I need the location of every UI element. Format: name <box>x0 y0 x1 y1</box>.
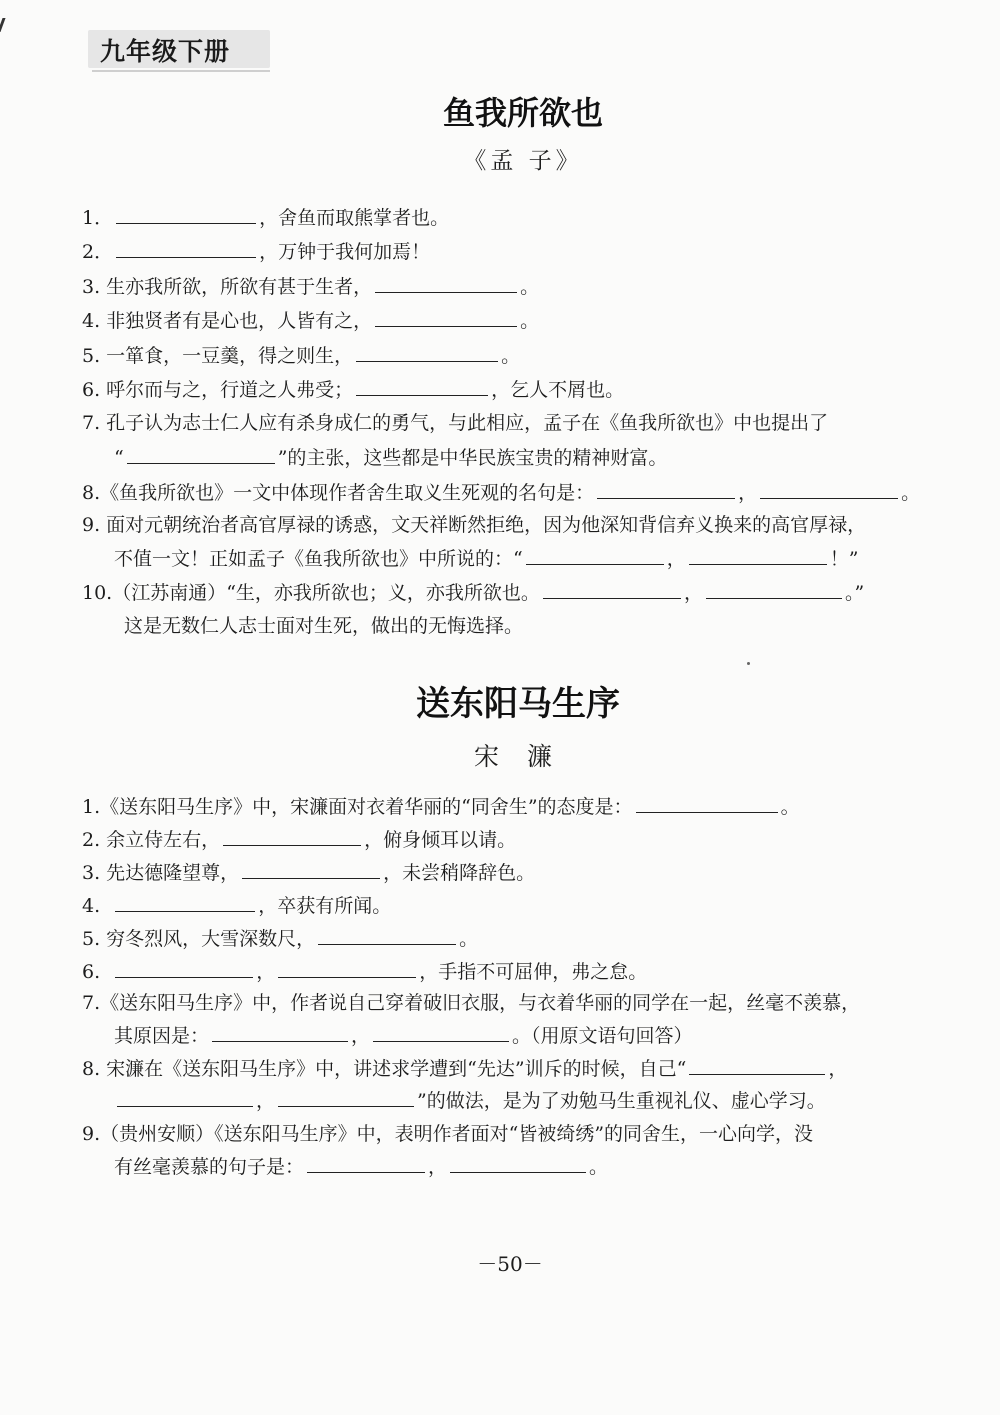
answer-blank[interactable] <box>450 1152 586 1173</box>
s1-question-5: 5. 一箪食，一豆羹，得之则生， 。 <box>82 341 520 371</box>
page-number: －50－ <box>477 1252 543 1276</box>
section1-author: 《孟 子》 <box>463 148 583 174</box>
s2-question-9-line1: 9.（贵州安顺）《送东阳马生序》中，表明作者面对“皆被绮绣”的同舍生，一心向学，没 <box>82 1123 814 1145</box>
answer-blank[interactable] <box>636 792 778 813</box>
answer-blank[interactable] <box>373 1021 509 1042</box>
s1-question-7-line2: “ ”的主张，这些都是中华民族宝贵的精神财富。 <box>114 443 667 473</box>
answer-blank[interactable] <box>307 1152 425 1173</box>
answer-blank[interactable] <box>115 891 255 912</box>
answer-blank[interactable] <box>760 478 898 499</box>
s2-question-2: 2. 余立侍左右， ，俯身倾耳以请。 <box>82 825 516 855</box>
answer-blank[interactable] <box>115 957 253 978</box>
s1-question-8: 8.《鱼我所欲也》一文中体现作者舍生取义生死观的名句是： ， 。 <box>82 478 920 508</box>
s1-question-10-line1: 10.（江苏南通）“生，亦我所欲也；义，亦我所欲也。 ， 。” <box>82 578 864 608</box>
s1-question-1: 1． ，舍鱼而取熊掌者也。 <box>82 203 449 233</box>
answer-blank[interactable] <box>223 825 361 846</box>
section2-author: 宋 濂 <box>474 742 562 771</box>
s1-question-2: 2． ，万钟于我何加焉！ <box>82 237 430 267</box>
answer-blank[interactable] <box>356 341 498 362</box>
answer-blank[interactable] <box>689 1054 825 1075</box>
answer-blank[interactable] <box>375 306 517 327</box>
s2-question-8-line1: 8. 宋濂在《送东阳马生序》中，讲述求学遭到“先达”训斥的时候，自己“ ， <box>82 1054 847 1084</box>
s1-question-7-line1: 7. 孔子认为志士仁人应有杀身成仁的勇气，与此相应，孟子在《鱼我所欲也》中也提出了 <box>82 412 829 434</box>
s1-question-9-line1: 9. 面对元朝统治者高官厚禄的诱惑，文天祥断然拒绝，因为他深知背信弃义换来的高官厚禄， <box>82 514 867 536</box>
s1-question-3: 3. 生亦我所欲，所欲有甚于生者， 。 <box>82 272 539 302</box>
s1-question-10-line2: 这是无数仁人志士面对生死，做出的无悔选择。 <box>124 615 524 637</box>
grade-underline <box>92 70 270 72</box>
answer-blank[interactable] <box>116 203 256 224</box>
s1-question-4: 4. 非独贤者有是心也，人皆有之， 。 <box>82 306 539 336</box>
answer-blank[interactable] <box>689 544 827 565</box>
answer-blank[interactable] <box>278 957 416 978</box>
answer-blank[interactable] <box>526 544 664 565</box>
answer-blank[interactable] <box>278 1086 414 1107</box>
answer-blank[interactable] <box>375 272 517 293</box>
s2-question-9-line2: 有丝毫羡慕的句子是： ， 。 <box>114 1152 608 1182</box>
s2-question-7-line1: 7.《送东阳马生序》中，作者说自己穿着破旧衣服，与衣着华丽的同学在一起，丝毫不羡慕， <box>82 992 861 1014</box>
answer-blank[interactable] <box>212 1021 348 1042</box>
s2-question-8-line2: ， ”的做法，是为了劝勉马生重视礼仪、虚心学习。 <box>114 1086 826 1116</box>
s2-question-3: 3. 先达德隆望尊， ，未尝稍降辞色。 <box>82 858 535 888</box>
answer-blank[interactable] <box>318 924 456 945</box>
s2-question-5: 5. 穷冬烈风，大雪深数尺， 。 <box>82 924 478 954</box>
answer-blank[interactable] <box>116 237 256 258</box>
s2-question-1: 1.《送东阳马生序》中，宋濂面对衣着华丽的“同舍生”的态度是： 。 <box>82 792 800 822</box>
answer-blank[interactable] <box>597 478 735 499</box>
s2-question-7-line2: 其原因是： ， 。（用原文语句回答） <box>114 1021 693 1051</box>
s2-question-6: 6. ， ，手指不可屈伸，弗之怠。 <box>82 957 647 987</box>
answer-blank[interactable] <box>543 578 681 599</box>
s1-question-9-line2: 不值一文！正如孟子《鱼我所欲也》中所说的：“ ， ！” <box>114 544 858 574</box>
answer-blank[interactable] <box>706 578 842 599</box>
answer-blank[interactable] <box>242 858 380 879</box>
grade-tag <box>88 30 270 68</box>
answer-blank[interactable] <box>356 375 488 396</box>
scan-edge-mark <box>0 18 6 32</box>
answer-blank[interactable] <box>127 443 275 464</box>
s2-question-4: 4. ，卒获有所闻。 <box>82 891 391 921</box>
grade-label: 九年级下册 <box>100 37 231 66</box>
answer-blank[interactable] <box>117 1086 253 1107</box>
section1-title: 鱼我所欲也 <box>442 94 603 132</box>
scan-dot <box>747 662 750 665</box>
s1-question-6: 6. 呼尔而与之，行道之人弗受； ，乞人不屑也。 <box>82 375 624 405</box>
section2-title: 送东阳马生序 <box>416 684 620 724</box>
